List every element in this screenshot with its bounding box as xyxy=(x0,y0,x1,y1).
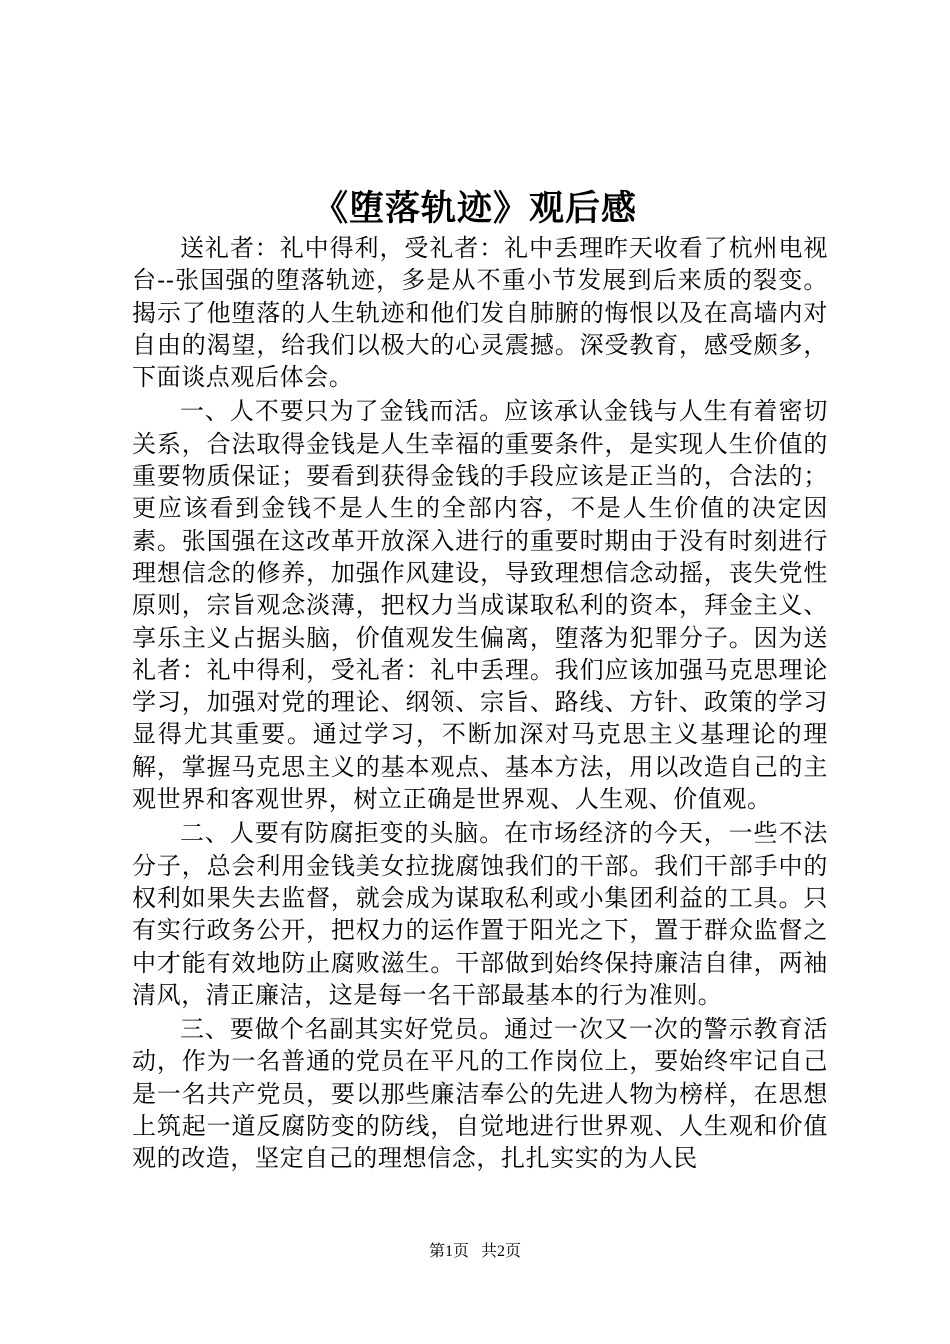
paragraph-point-two: 二、人要有防腐拒变的头脑。在市场经济的今天，一些不法分子，总会利用金钱美女拉拢腐蚀我们的干部。我们干部手中的权利如果失去监督，就会成为谋取私利或小集团利益的工具。只有实行政务公开，把权力的运作置于阳光之下，置于群众监督之中才能有效地防止腐败滋生。干部做到始终保持廉洁自律，两袖清风，清正廉洁，这是每一名干部最基本的行为准则。 xyxy=(132,819,828,1009)
document-body xyxy=(132,232,828,1175)
page-number: 第1页 xyxy=(428,1243,469,1260)
page-footer xyxy=(0,1240,950,1264)
paragraph-intro: 送礼者：礼中得利，受礼者：礼中丢理昨天收看了杭州电视台--张国强的堕落轨迹，多是从不重小节发展到后来质的裂变。揭示了他堕落的人生轨迹和他们发自肺腑的悔恨以及在高墙内对自由的渴望，给我们以极大的心灵震撼。深受教育，感受颇多，下面谈点观后体会。 xyxy=(132,234,828,392)
paragraph-point-three: 三、要做个名副其实好党员。通过一次又一次的警示教育活动，作为一名普通的党员在平凡的工作岗位上，要始终牢记自己是一名共产党员，要以那些廉洁奉公的先进人物为榜样，在思想上筑起一道反腐防变的防线，自觉地进行世界观、人生观和价值观的改造，坚定自己的理想信念，扎扎实实的为人民 xyxy=(132,1015,828,1173)
paragraph-point-one: 一、人不要只为了金钱而活。应该承认金钱与人生有着密切关系，合法取得金钱是人生幸福的重要条件，是实现人生价值的重要物质保证；要看到获得金钱的手段应该是正当的，合法的；更应该看到金钱不是人生的全部内容，不是人生价值的决定因素。张国强在这改革开放深入进行的重要时期由于没有时刻进行理想信念的修养，加强作风建设，导致理想信念动摇，丧失党性原则，宗旨观念淡薄，把权力当成谋取私利的资本，拜金主义、享乐主义占据头脑，价值观发生偏离，堕落为犯罪分子。因为送礼者：礼中得利，受礼者：礼中丢理。我们应该加强马克思理论学习，加强对党的理论、纲领、宗旨、路线、方针、政策的学习显得尤其重要。通过学习，不断加深对马克思主义基理论的理解，掌握马克思主义的基本观点、基本方法，用以改造自己的主观世界和客观世界，树立正确是世界观、人生观、价值观。 xyxy=(132,397,828,814)
document-title: 《堕落轨迹》观后感 xyxy=(312,188,637,229)
page-total: 共2页 xyxy=(481,1243,522,1260)
